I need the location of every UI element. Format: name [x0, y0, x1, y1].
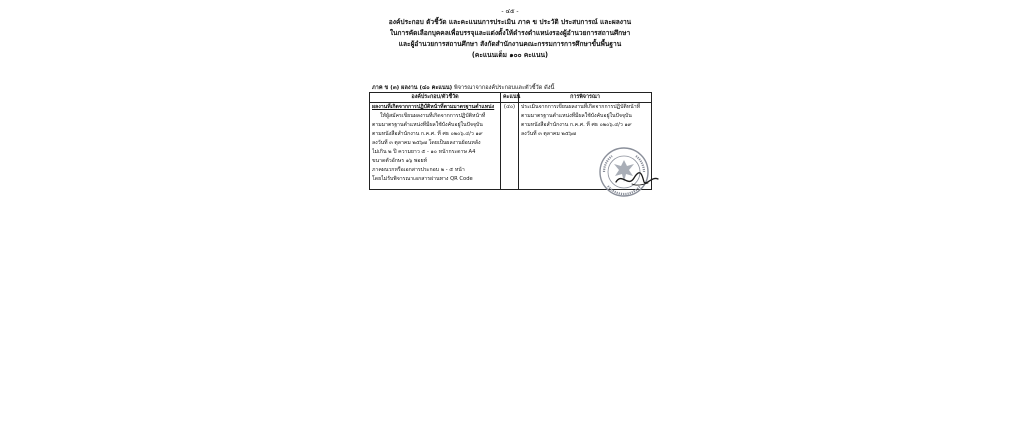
criteria-title: ผลงานที่เกิดจากการปฏิบัติหน้าที่ตามมาตรฐานตำแหน่ง — [372, 104, 495, 110]
document-heading — [350, 17, 670, 61]
handwritten-signature — [612, 170, 662, 190]
section-intro — [372, 84, 662, 92]
criteria-line: ขนาดตัวอักษร ๑๖ พอยท์ — [372, 158, 427, 164]
criteria-line: ลงวันที่ ๓ ตุลาคม ๒๕๖๗ โดยเป็นผลงานย้อนหลัง — [372, 140, 481, 146]
criteria-line: ตามมาตรฐานตำแหน่งที่มีผลใช้บังคับอยู่ในปัจจุบัน — [372, 122, 483, 128]
score-cell: (๔๐) — [501, 103, 519, 190]
signature-stroke — [616, 173, 658, 183]
column-header-consideration: การพิจารณา — [519, 93, 652, 103]
heading-line: (คะแนนเต็ม ๑๐๐ คะแนน) — [471, 51, 549, 59]
section-intro-rest: พิจารณาจากองค์ประกอบและตัวชี้วัด ดังนี้ — [452, 85, 555, 91]
consideration-line: ประเมินจากการเขียนผลงานที่เกิดจากการปฏิบัติหน้าที่ — [521, 104, 641, 110]
criteria-line: ไม่เกิน ๒ ปี ความยาว ๕ - ๑๐ หน้ากระดาษ A4 — [372, 149, 476, 155]
criteria-line: โดยไม่รับพิจารณาเอกสารผ่านทาง QR Code — [372, 176, 473, 182]
heading-line: องค์ประกอบ ตัวชี้วัด และคะแนนการประเมิน ภาค ข ประวัติ ประสบการณ์ และผลงาน — [388, 18, 632, 26]
table-header-row — [370, 93, 652, 103]
criteria-line: ภาคผนวกหรือเอกสารประกอบ ๒ - ๕ หน้า — [372, 167, 465, 173]
criteria-cell — [370, 103, 501, 190]
criteria-line: ตามหนังสือสำนักงาน ก.ค.ศ. ที่ ศธ ๐๒๐๖.๔/ว ๑๙ — [372, 131, 483, 137]
consideration-line: ตามมาตรฐานตำแหน่งที่มีผลใช้บังคับอยู่ในปัจจุบัน — [521, 113, 632, 119]
consideration-line: ตามหนังสือสำนักงาน ก.ค.ศ. ที่ ศธ ๐๒๐๖.๔/ว ๑๙ — [521, 122, 632, 128]
page-number: - ๔๕ - — [501, 8, 519, 15]
column-header-score: คะแนน — [501, 93, 519, 103]
column-header-criteria: องค์ประกอบ/ตัวชี้วัด — [370, 93, 501, 103]
criteria-line: ให้ผู้สมัครเขียนผลงานที่เกิดจากการปฏิบัติหน้าที่ — [380, 113, 486, 119]
heading-line: และผู้อำนวยการสถานศึกษา สังกัดสำนักงานคณะกรรมการการศึกษาขั้นพื้นฐาน — [398, 40, 622, 48]
consideration-line: ลงวันที่ ๓ ตุลาคม ๒๕๖๗ — [521, 131, 576, 137]
signature-stroke — [632, 183, 648, 185]
heading-line: ในการคัดเลือกบุคคลเพื่อบรรจุและแต่งตั้งให้ดำรงตำแหน่งรองผู้อำนวยการสถานศึกษา — [389, 29, 631, 37]
section-intro-bold: ภาค ข (๓) ผลงาน (๔๐ คะแนน) — [372, 85, 453, 91]
